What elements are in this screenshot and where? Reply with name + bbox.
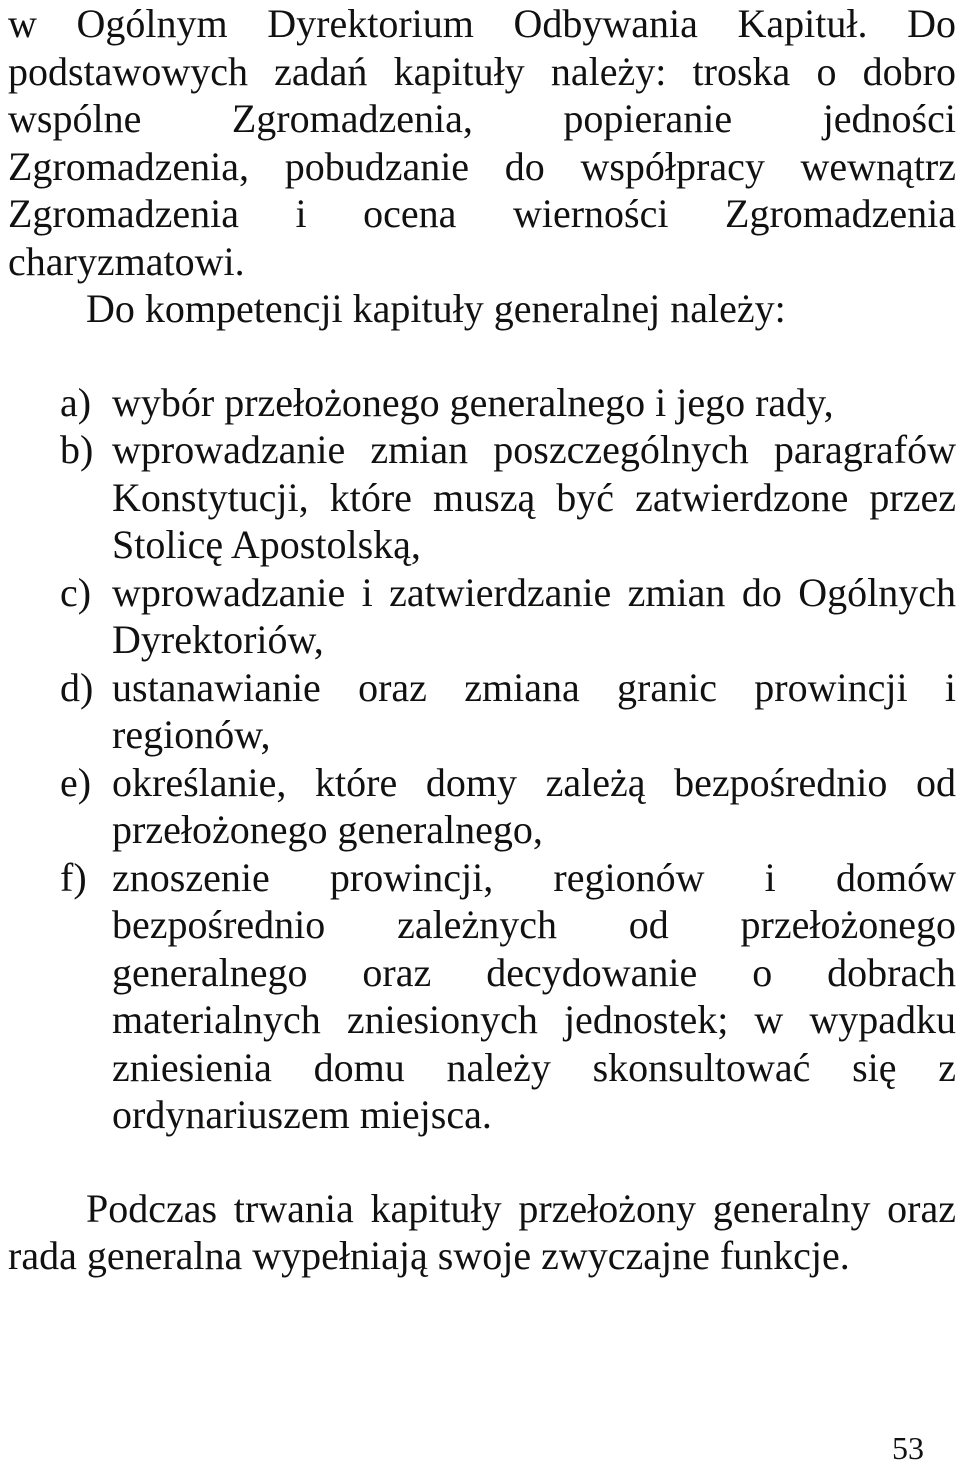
list-item-text: wybór przełożonego generalnego i jego rady, xyxy=(112,379,834,425)
list-item-text: ustanawianie oraz zmiana granic prowincji i regionów, xyxy=(112,664,956,757)
list-item-text: znoszenie prowincji, regionów i domów bezpośrednio zależnych od przełożonego generalnego oraz decydowanie o dobrach materialnych zniesionych jednostek; w wypadku zniesienia domu należy skonsultować się z ordynariuszem miejsca. xyxy=(112,854,956,1137)
list-marker: b) xyxy=(60,427,94,472)
paragraph-during-chapter: Podczas trwania kapituły przełożony generalny oraz rada generalna wypełniają swoje zwyczajne funkcje. xyxy=(8,1185,956,1278)
list-marker: c) xyxy=(60,569,92,615)
paragraph-chapter-tasks: w Ogólnym Dyrektorium Odbywania Kapituł. Do podstawowych zadań kapituły należy: troska o dobro wspólne Zgromadzenia, popieranie jedności Zgromadzenia, pobudzanie do współpracy wewnątrz Zgromadzenia i ocena wierności Zgromadzenia charyzmatowi. xyxy=(8,1,956,284)
list-marker: a) xyxy=(60,379,92,425)
list-item xyxy=(8,569,956,664)
paragraph-competences-intro: Do kompetencji kapituły generalnej należy: xyxy=(86,286,786,331)
list-item xyxy=(8,759,956,854)
list-item-text: określanie, które domy zależą bezpośrednio od przełożonego generalnego, xyxy=(112,759,956,852)
list-marker: d) xyxy=(60,664,94,710)
document-page xyxy=(8,0,956,1280)
spacer xyxy=(8,1139,956,1185)
spacer xyxy=(8,333,956,379)
list-item xyxy=(8,379,956,427)
list-marker: f) xyxy=(60,854,87,900)
list-item xyxy=(8,426,956,569)
list-item-text: wprowadzanie zmian poszczególnych paragrafów Konstytucji, które muszą być zatwierdzone przez Stolicę Apostolską, xyxy=(112,427,956,567)
list-item-text: wprowadzanie i zatwierdzanie zmian do Ogólnych Dyrektoriów, xyxy=(112,569,956,662)
list-item xyxy=(8,854,956,1139)
page-number: 53 xyxy=(892,1430,924,1466)
list-item xyxy=(8,664,956,759)
list-marker: e) xyxy=(60,759,92,805)
competences-list xyxy=(8,379,956,1139)
